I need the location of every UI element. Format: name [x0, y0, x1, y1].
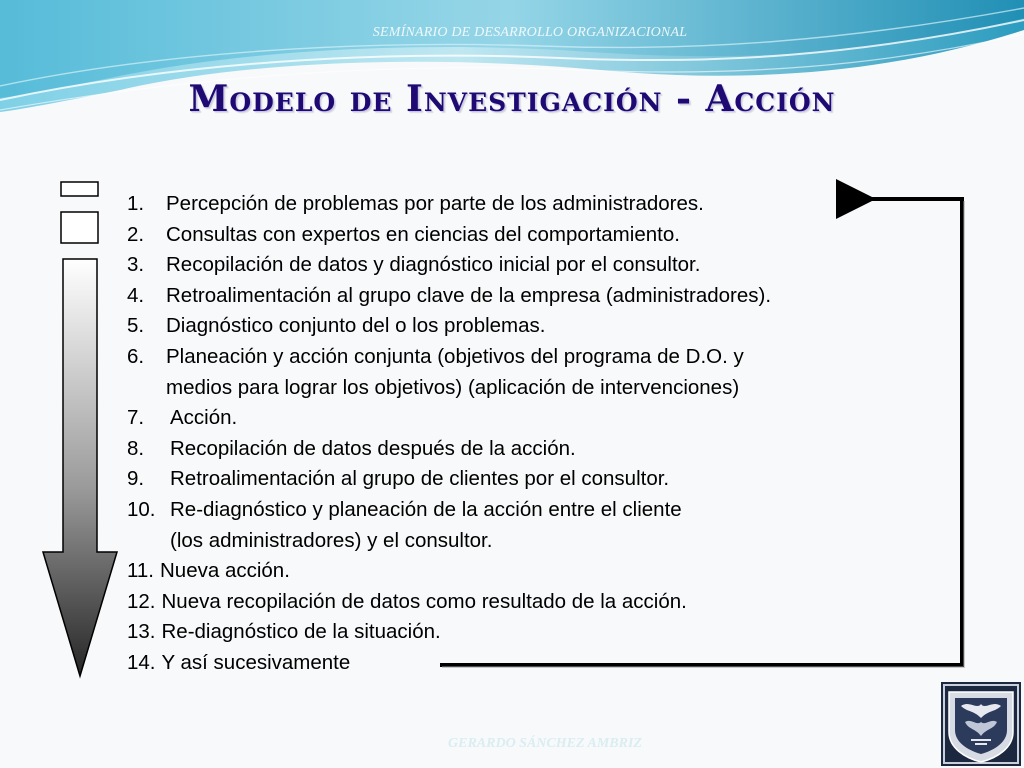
- step-text: Diagnóstico conjunto del o los problemas.: [166, 314, 546, 338]
- footer-author: GERARDO SÁNCHEZ AMBRIZ: [448, 736, 642, 751]
- step-number: 10.: [127, 497, 156, 521]
- step-text: Y así sucesivamente: [161, 650, 351, 674]
- list-item: [127, 587, 947, 618]
- steps-list: [127, 189, 947, 679]
- list-item: [127, 311, 947, 342]
- step-text: Retroalimentación al grupo clave de la empresa (administradores).: [166, 283, 772, 307]
- step-number: 7.: [127, 406, 145, 430]
- step-number: 2.: [127, 222, 145, 246]
- step-text: Acción.: [170, 406, 238, 430]
- step-text: Consultas con expertos en ciencias del comportamiento.: [166, 222, 680, 246]
- step-number: 12.: [127, 589, 156, 613]
- list-item: [127, 434, 947, 465]
- step-number: 6.: [127, 344, 145, 368]
- step-text: Retroalimentación al grupo de clientes por el consultor.: [170, 467, 670, 491]
- arrow-segment-middle: [61, 212, 98, 243]
- list-item: [127, 281, 947, 312]
- step-number: 11.: [127, 559, 154, 583]
- step-number: 4.: [127, 283, 145, 307]
- arrow-segment-top: [61, 182, 98, 196]
- step-text: Percepción de problemas por parte de los administradores.: [166, 192, 704, 215]
- list-item: [127, 250, 947, 281]
- step-text: Recopilación de datos y diagnóstico inicial por el consultor.: [166, 253, 701, 277]
- step-number: 14.: [127, 650, 156, 674]
- list-item: [127, 403, 947, 434]
- step-text: Nueva recopilación de datos como resultado de la acción.: [161, 589, 687, 613]
- step-number: 3.: [127, 253, 145, 277]
- down-arrow-icon: [43, 259, 117, 676]
- step-text: Re-diagnóstico de la situación.: [161, 620, 441, 644]
- list-item: [127, 495, 947, 556]
- step-text: Planeación y acción conjunta (objetivos del programa de D.O. y medios para lograr los objetivos) (aplicación de intervenciones): [166, 344, 744, 399]
- list-item: [127, 617, 947, 648]
- list-item: [127, 648, 947, 679]
- step-number: 1.: [127, 192, 145, 215]
- list-item: [127, 189, 947, 220]
- list-item: [127, 556, 947, 587]
- list-item: [127, 342, 947, 403]
- list-item: [127, 464, 947, 495]
- university-crest-icon: [941, 682, 1021, 766]
- step-number: 9.: [127, 467, 145, 491]
- list-item: [127, 220, 947, 251]
- step-number: 13.: [127, 620, 156, 644]
- header-seminar-title: SEMÍNARIO DE DESARROLLO ORGANIZACIONAL: [372, 25, 688, 40]
- step-number: 8.: [127, 436, 145, 460]
- step-text: Re-diagnóstico y planeación de la acción entre el cliente (los administradores) y el consultor.: [170, 497, 682, 552]
- step-number: 5.: [127, 314, 145, 338]
- step-text: Nueva acción.: [159, 559, 290, 583]
- step-text: Recopilación de datos después de la acción.: [170, 436, 576, 460]
- page-title: Modelo de Investigación - Acción: [188, 78, 836, 120]
